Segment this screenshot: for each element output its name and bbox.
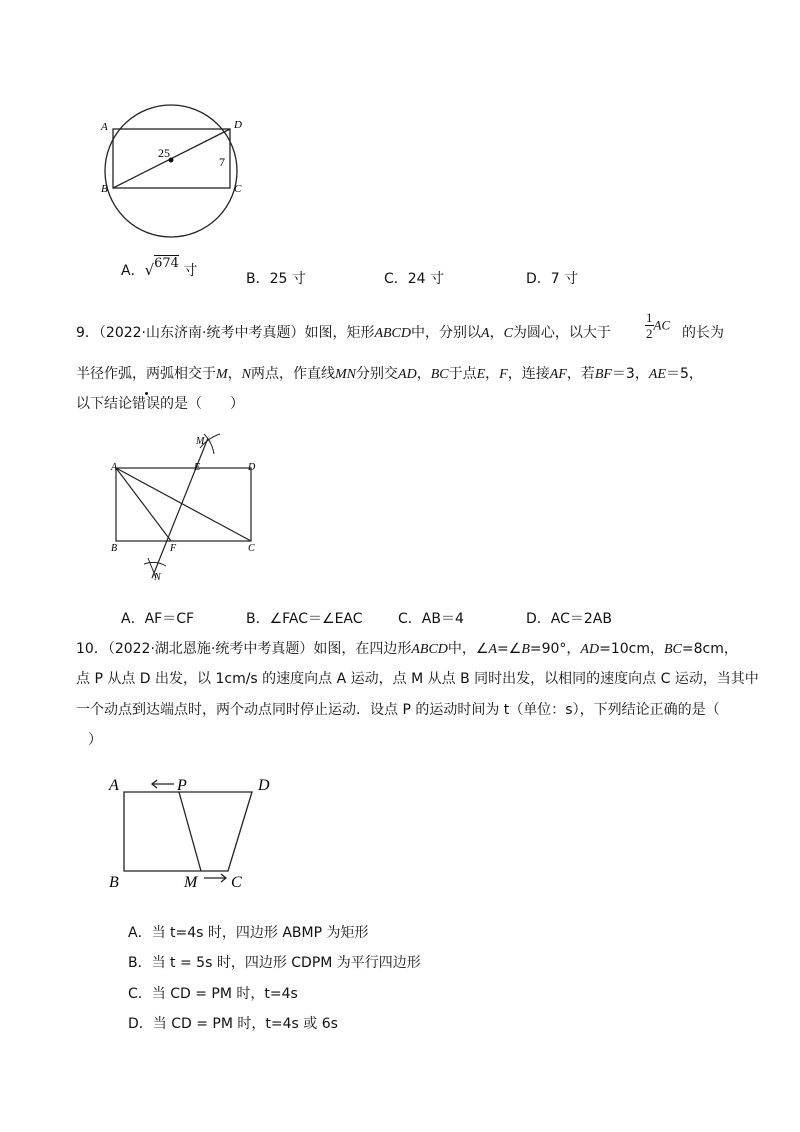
- q10-line-4: ）: [88, 732, 102, 748]
- q10-option-b: B．当 t = 5s 时，四边形 CDPM 为平行四边形: [128, 955, 421, 971]
- q9-line-mn: [152, 438, 208, 578]
- q9-emphasis-wrong: 错误: [132, 396, 160, 412]
- sqrt-symbol: √: [144, 261, 155, 279]
- q8-value-side: 7: [219, 155, 225, 169]
- q9-line-1: 9．（2022·山东济南·统考中考真题）如图，矩形ABCD中，分别以A，C为圆心，以大于: [76, 325, 611, 341]
- q8-option-a-unit: 寸: [183, 263, 198, 279]
- q9-arc-n-1: [144, 562, 166, 566]
- q9-label-c: C: [248, 543, 255, 554]
- q9-line-2: 半径作弧，两弧相交于M，N两点，作直线MN分别交AD，BC于点E，F，连接AF，若BF＝3，AE＝5，: [76, 366, 703, 382]
- q10-label-m: M: [184, 874, 198, 891]
- q9-label-n: N: [154, 572, 161, 583]
- q9-label-a: A: [111, 462, 118, 473]
- q9-option-d: D．AC＝2AB: [526, 611, 612, 627]
- q8-option-b: B．25 寸: [246, 271, 306, 287]
- q8-label-b: B: [101, 183, 108, 195]
- q9-figure: [108, 432, 268, 592]
- q10-option-a: A．当 t=4s 时，四边形 ABMP 为矩形: [128, 925, 369, 941]
- q9-label-m: M: [196, 436, 205, 447]
- q8-figure: [95, 92, 265, 252]
- q10-figure: [100, 766, 300, 896]
- q10-label-p: P: [177, 777, 187, 794]
- q9-option-c: C．AB＝4: [398, 611, 464, 627]
- q8-label-a: A: [101, 121, 108, 133]
- q10-line-1: 10．（2022·湖北恩施·统考中考真题）如图，在四边形ABCD中，∠A=∠B=90°，AD=10cm，BC=8cm，: [76, 641, 738, 657]
- q10-option-d: D．当 CD = PM 时，t=4s 或 6s: [128, 1016, 338, 1032]
- q10-label-a: A: [109, 777, 119, 794]
- q9-line-3: 以下结论错误的是（ ）: [76, 396, 244, 412]
- q9-option-a: A．AF＝CF: [121, 611, 195, 627]
- q9-fraction-denominator: 2: [646, 326, 653, 341]
- q9-segment-af: [116, 468, 171, 541]
- q9-source: （2022·山东济南·统考中考真题）: [98, 325, 305, 341]
- q10-quadrilateral: [124, 792, 252, 871]
- q9-option-b: B．∠FAC＝∠EAC: [246, 611, 363, 627]
- q9-label-f: F: [170, 543, 177, 554]
- q10-option-c: C．当 CD = PM 时，t=4s: [128, 986, 298, 1002]
- q10-label-b: B: [109, 874, 119, 891]
- q9-number: 9．: [76, 325, 99, 341]
- q9-fraction: [645, 310, 670, 341]
- q8-label-d: D: [234, 119, 242, 131]
- q9-label-b: B: [111, 543, 118, 554]
- q10-segment-pm: [179, 792, 201, 871]
- q10-label-c: C: [231, 874, 242, 891]
- q9-label-e: E: [194, 462, 201, 473]
- q8-option-a-radicand: 674: [154, 256, 179, 271]
- q9-fraction-numerator: 1: [646, 310, 653, 325]
- q8-value-diagonal: 25: [158, 146, 170, 160]
- q8-option-a: [121, 256, 198, 280]
- q8-option-d: D．7 寸: [526, 271, 579, 287]
- q10-line-3: 一个动点到达端点时，两个动点同时停止运动．设点 P 的运动时间为 t（单位：s），下列结论正确的是（: [76, 702, 720, 718]
- q10-line-2: 点 P 从点 D 出发，以 1cm/s 的速度向点 A 运动，点 M 从点 B 同时出发，以相同的速度向点 C 运动，当其中: [76, 671, 759, 687]
- q8-label-c: C: [234, 183, 242, 195]
- q9-line-1-end: 的长为: [682, 325, 724, 341]
- q10-label-d: D: [258, 777, 270, 794]
- q8-option-a-prefix: A．: [121, 263, 145, 279]
- q8-circle: [105, 105, 237, 237]
- q9-fraction-variable: AC: [653, 317, 671, 333]
- q8-option-c: C．24 寸: [384, 271, 445, 287]
- q9-diagonal-ac: [116, 468, 251, 541]
- q9-label-d: D: [248, 462, 256, 473]
